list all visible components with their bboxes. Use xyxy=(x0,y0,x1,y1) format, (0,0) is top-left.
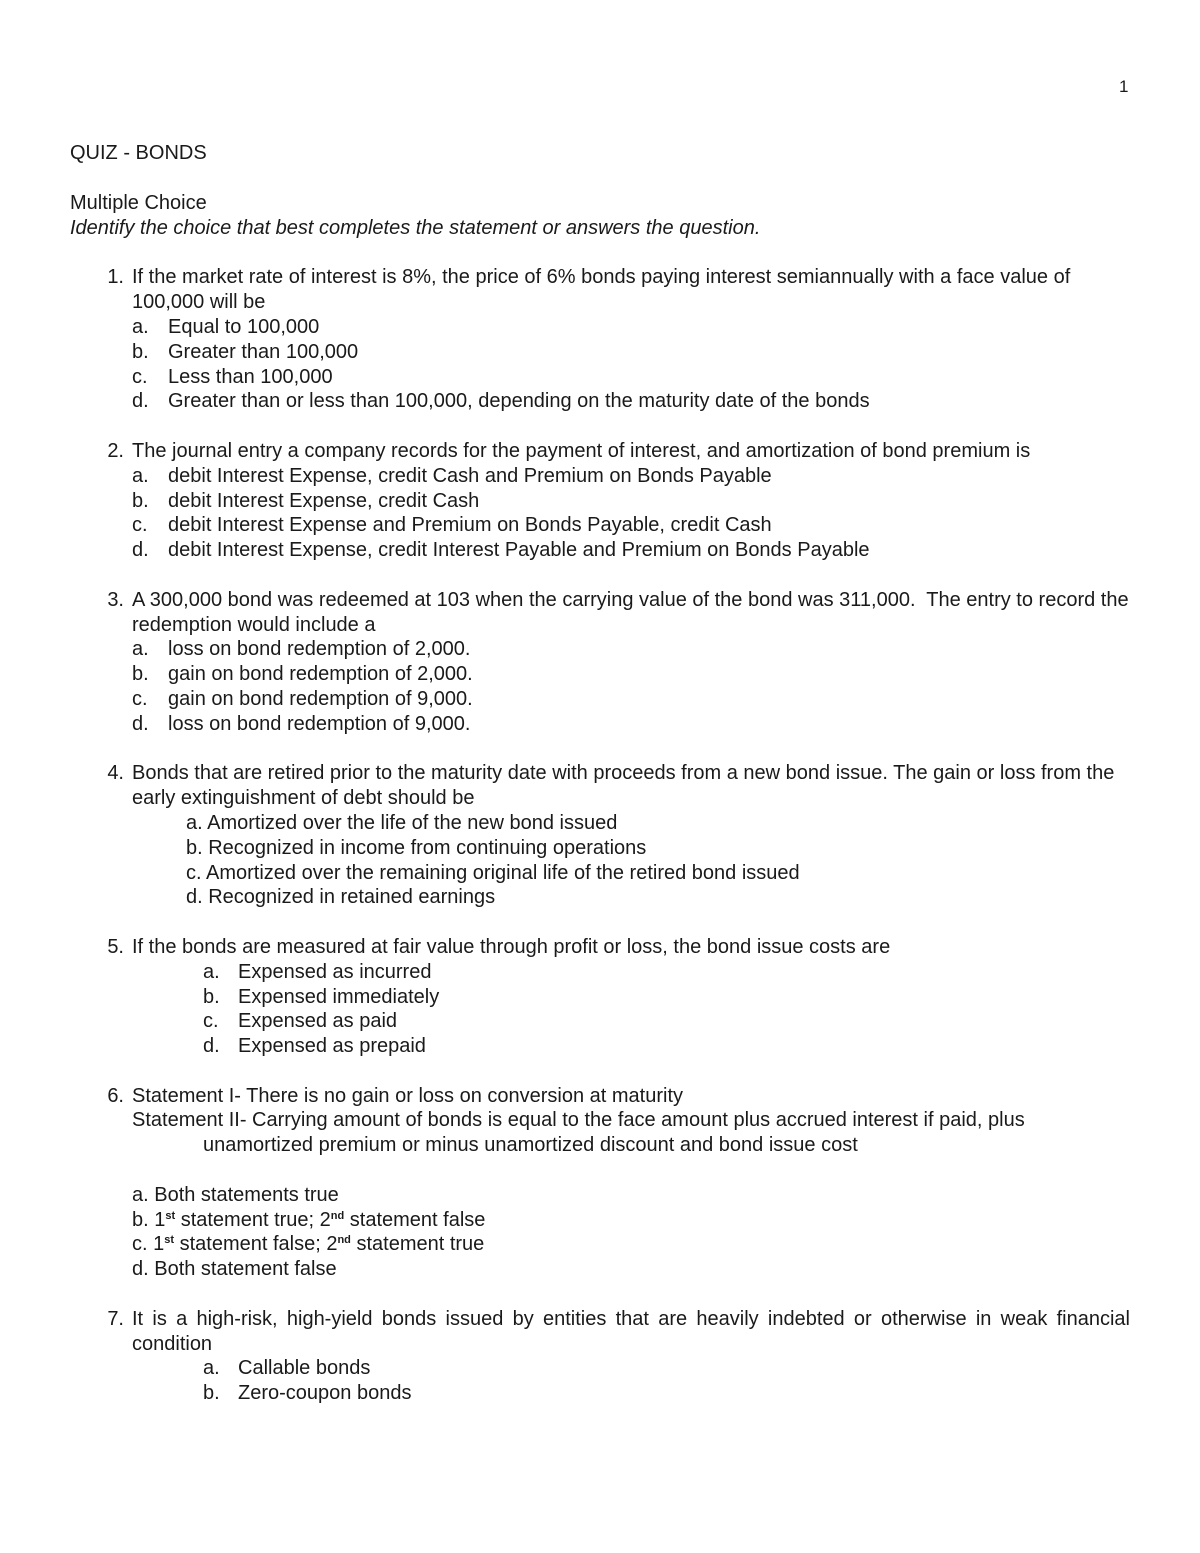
option-c: c. Expensed as paid xyxy=(203,1010,398,1033)
option-b: b. debit Interest Expense, credit Cash xyxy=(132,489,480,512)
option-d: d. Recognized in retained earnings xyxy=(186,886,496,909)
option-b: b. 1st statement true; 2nd statement false xyxy=(132,1208,486,1231)
option-list xyxy=(203,1356,1130,1406)
option-list xyxy=(132,464,1130,563)
quiz-title: QUIZ - BONDS xyxy=(70,142,207,164)
question-5 xyxy=(70,935,1130,1059)
option-list xyxy=(132,315,1130,414)
question-text: Bonds that are retired prior to the maturity date with proceeds from a new bond issue. The gain or loss from the early extinguishment of debt should be xyxy=(132,762,1115,810)
question-2 xyxy=(70,439,1130,563)
question-number: 7. xyxy=(107,1307,124,1330)
option-a: a. debit Interest Expense, credit Cash and Premium on Bonds Payable xyxy=(132,464,772,487)
option-b: b. Expensed immediately xyxy=(203,985,440,1008)
question-text: It is a high-risk, high-yield bonds issued by entities that are heavily indebted or otherwise in weak financial condition xyxy=(132,1307,1130,1355)
question-number: 1. xyxy=(107,266,124,289)
option-c: c. Amortized over the remaining original life of the retired bond issued xyxy=(186,861,800,884)
question-7 xyxy=(70,1307,1130,1406)
question-number: 4. xyxy=(107,762,124,785)
question-number: 2. xyxy=(107,439,124,462)
option-a: a. Both statements true xyxy=(132,1183,339,1206)
question-text: If the market rate of interest is 8%, the price of 6% bonds paying interest semiannually with a face value of 100,000 will be xyxy=(132,266,1071,314)
option-list xyxy=(132,637,1130,736)
option-c: c. gain on bond redemption of 9,000. xyxy=(132,687,473,710)
page-number: 1 xyxy=(1119,77,1129,96)
option-d: d. loss on bond redemption of 9,000. xyxy=(132,712,471,735)
section-heading: Multiple Choice xyxy=(70,191,207,214)
option-a: a. Expensed as incurred xyxy=(203,960,432,983)
question-text: A 300,000 bond was redeemed at 103 when the carrying value of the bond was 311,000. The entry to record the redemption would include a xyxy=(132,588,1135,636)
quiz-content xyxy=(70,141,1135,1431)
question-number: 5. xyxy=(107,935,124,958)
option-b: b. gain on bond redemption of 2,000. xyxy=(132,663,473,686)
option-c: c. Less than 100,000 xyxy=(132,365,333,388)
option-d: d. Expensed as prepaid xyxy=(203,1035,426,1058)
option-b: b. Zero-coupon bonds xyxy=(203,1382,412,1405)
question-4 xyxy=(70,761,1130,910)
statement-2: Statement II- Carrying amount of bonds is equal to the face amount plus accrued interest if paid, plus xyxy=(132,1109,1025,1132)
section-instruction: Identify the choice that best completes the statement or answers the question. xyxy=(70,216,761,239)
option-b: b. Greater than 100,000 xyxy=(132,340,359,363)
option-list xyxy=(203,960,1130,1059)
question-6 xyxy=(70,1084,1130,1282)
question-text: If the bonds are measured at fair value through profit or loss, the bond issue costs are xyxy=(132,935,891,958)
option-c: c. 1st statement false; 2nd statement true xyxy=(132,1233,485,1256)
option-list xyxy=(132,1183,1130,1282)
statement-1: Statement I- There is no gain or loss on conversion at maturity xyxy=(132,1084,684,1107)
question-text: The journal entry a company records for the payment of interest, and amortization of bond premium is xyxy=(132,439,1031,462)
option-c: c. debit Interest Expense and Premium on Bonds Payable, credit Cash xyxy=(132,514,772,537)
option-d: d. Greater than or less than 100,000, depending on the maturity date of the bonds xyxy=(132,390,870,413)
option-list xyxy=(186,811,1130,910)
option-a: a. loss on bond redemption of 2,000. xyxy=(132,638,471,661)
question-1 xyxy=(70,265,1130,414)
option-a: a. Amortized over the life of the new bond issued xyxy=(186,811,618,834)
option-a: a. Equal to 100,000 xyxy=(132,315,320,338)
option-d: d. Both statement false xyxy=(132,1258,337,1281)
question-number: 3. xyxy=(107,588,124,611)
option-b: b. Recognized in income from continuing operations xyxy=(186,836,647,859)
option-a: a. Callable bonds xyxy=(203,1357,371,1380)
option-d: d. debit Interest Expense, credit Interest Payable and Premium on Bonds Payable xyxy=(132,539,870,562)
statement-2-continued: unamortized premium or minus unamortized discount and bond issue cost xyxy=(203,1134,858,1157)
question-number: 6. xyxy=(107,1084,124,1107)
question-3 xyxy=(70,588,1135,737)
